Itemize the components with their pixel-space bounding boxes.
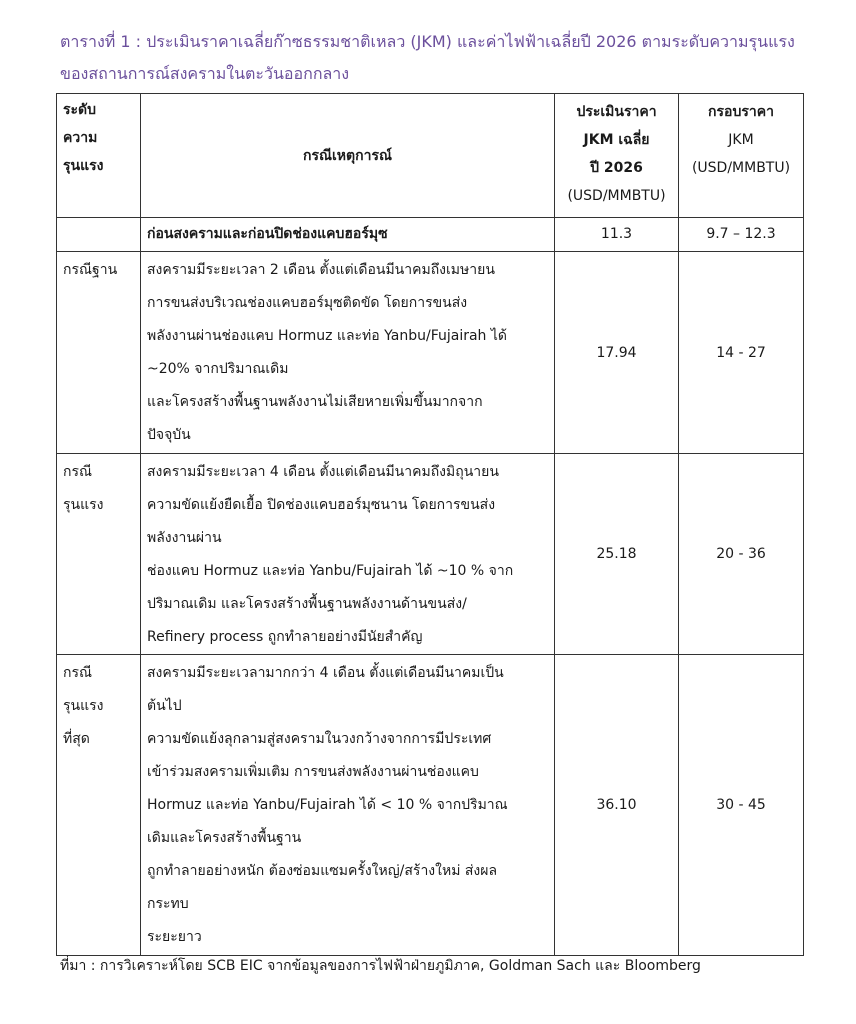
estimate-cell: 11.3 — [555, 218, 679, 252]
range-cell: 30 - 45 — [679, 655, 804, 956]
table-row — [57, 655, 804, 956]
caption-line-2: ของสถานการณ์สงครามในตะวันออกกลาง — [60, 64, 350, 83]
source-note: ที่มา : การวิเคราะห์โดย SCB EIC จากข้อมูลของการไฟฟ้าฝ่ายภูมิภาค, Goldman Sach และ Bloomberg — [60, 958, 701, 974]
scenario-cell: ก่อนสงครามและก่อนปิดช่องแคบฮอร์มุซ — [141, 218, 555, 252]
header-jkm-range: กรอบราคา JKM (USD/MMBTU) — [679, 94, 804, 218]
level-cell: กรณี รุนแรง ที่สุด — [57, 655, 141, 956]
scenario-cell: สงครามมีระยะเวลา 4 เดือน ตั้งแต่เดือนมีนาคมถึงมิถุนายน ความขัดแย้งยืดเยื้อ ปิดช่องแคบฮอร์มุซนาน โดยการขนส่ง พลังงานผ่าน ช่องแคบ Hormuz และท่อ Yanbu/Fujairah ได้ ~10 % จาก ปริมาณเดิม และโครงสร้างพื้นฐานพลังงานด้านขนส่ง/ Refinery process ถูกทำลายอย่างมีนัยสำคัญ — [141, 454, 555, 655]
header-severity-level: ระดับ ความ รุนแรง — [57, 94, 141, 218]
range-cell: 9.7 – 12.3 — [679, 218, 804, 252]
estimate-cell: 36.10 — [555, 655, 679, 956]
range-cell: 20 - 36 — [679, 454, 804, 655]
level-cell: กรณี รุนแรง — [57, 454, 141, 655]
table-row — [57, 218, 804, 252]
estimate-cell: 17.94 — [555, 252, 679, 454]
estimate-cell: 25.18 — [555, 454, 679, 655]
range-cell: 14 - 27 — [679, 252, 804, 454]
table-header-row — [57, 94, 804, 218]
scenario-cell: สงครามมีระยะเวลา 2 เดือน ตั้งแต่เดือนมีนาคมถึงเมษายน การขนส่งบริเวณช่องแคบฮอร์มุซติดขัด โดยการขนส่ง พลังงานผ่านช่องแคบ Hormuz และท่อ Yanbu/Fujairah ได้ ~20% จากปริมาณเดิม และโครงสร้างพื้นฐานพลังงานไม่เสียหายเพิ่มขึ้นมากจาก ปัจจุบัน — [141, 252, 555, 454]
header-scenario: กรณีเหตุการณ์ — [141, 94, 555, 218]
level-cell — [57, 218, 141, 252]
header-jkm-estimate: ประเมินราคา JKM เฉลี่ย ปี 2026 (USD/MMBTU) — [555, 94, 679, 218]
caption-line-1: ตารางที่ 1 : ประเมินราคาเฉลี่ยก๊าซธรรมชาติเหลว (JKM) และค่าไฟฟ้าเฉลี่ยปี 2026 ตามระดับความรุนแรง — [60, 32, 795, 51]
level-cell: กรณีฐาน — [57, 252, 141, 454]
table-caption — [60, 26, 830, 90]
scenario-cell: สงครามมีระยะเวลามากกว่า 4 เดือน ตั้งแต่เดือนมีนาคมเป็น ต้นไป ความขัดแย้งลุกลามสู่สงครามในวงกว้างจากการมีประเทศ เข้าร่วมสงครามเพิ่มเติม การขนส่งพลังงานผ่านช่องแคบ Hormuz และท่อ Yanbu/Fujairah ได้ < 10 % จากปริมาณ เดิมและโครงสร้างพื้นฐาน ถูกทำลายอย่างหนัก ต้องซ่อมแซมครั้งใหญ่/สร้างใหม่ ส่งผล กระทบ ระยะยาว — [141, 655, 555, 956]
table-row — [57, 252, 804, 454]
jkm-scenario-table — [56, 93, 804, 956]
table-row — [57, 454, 804, 655]
